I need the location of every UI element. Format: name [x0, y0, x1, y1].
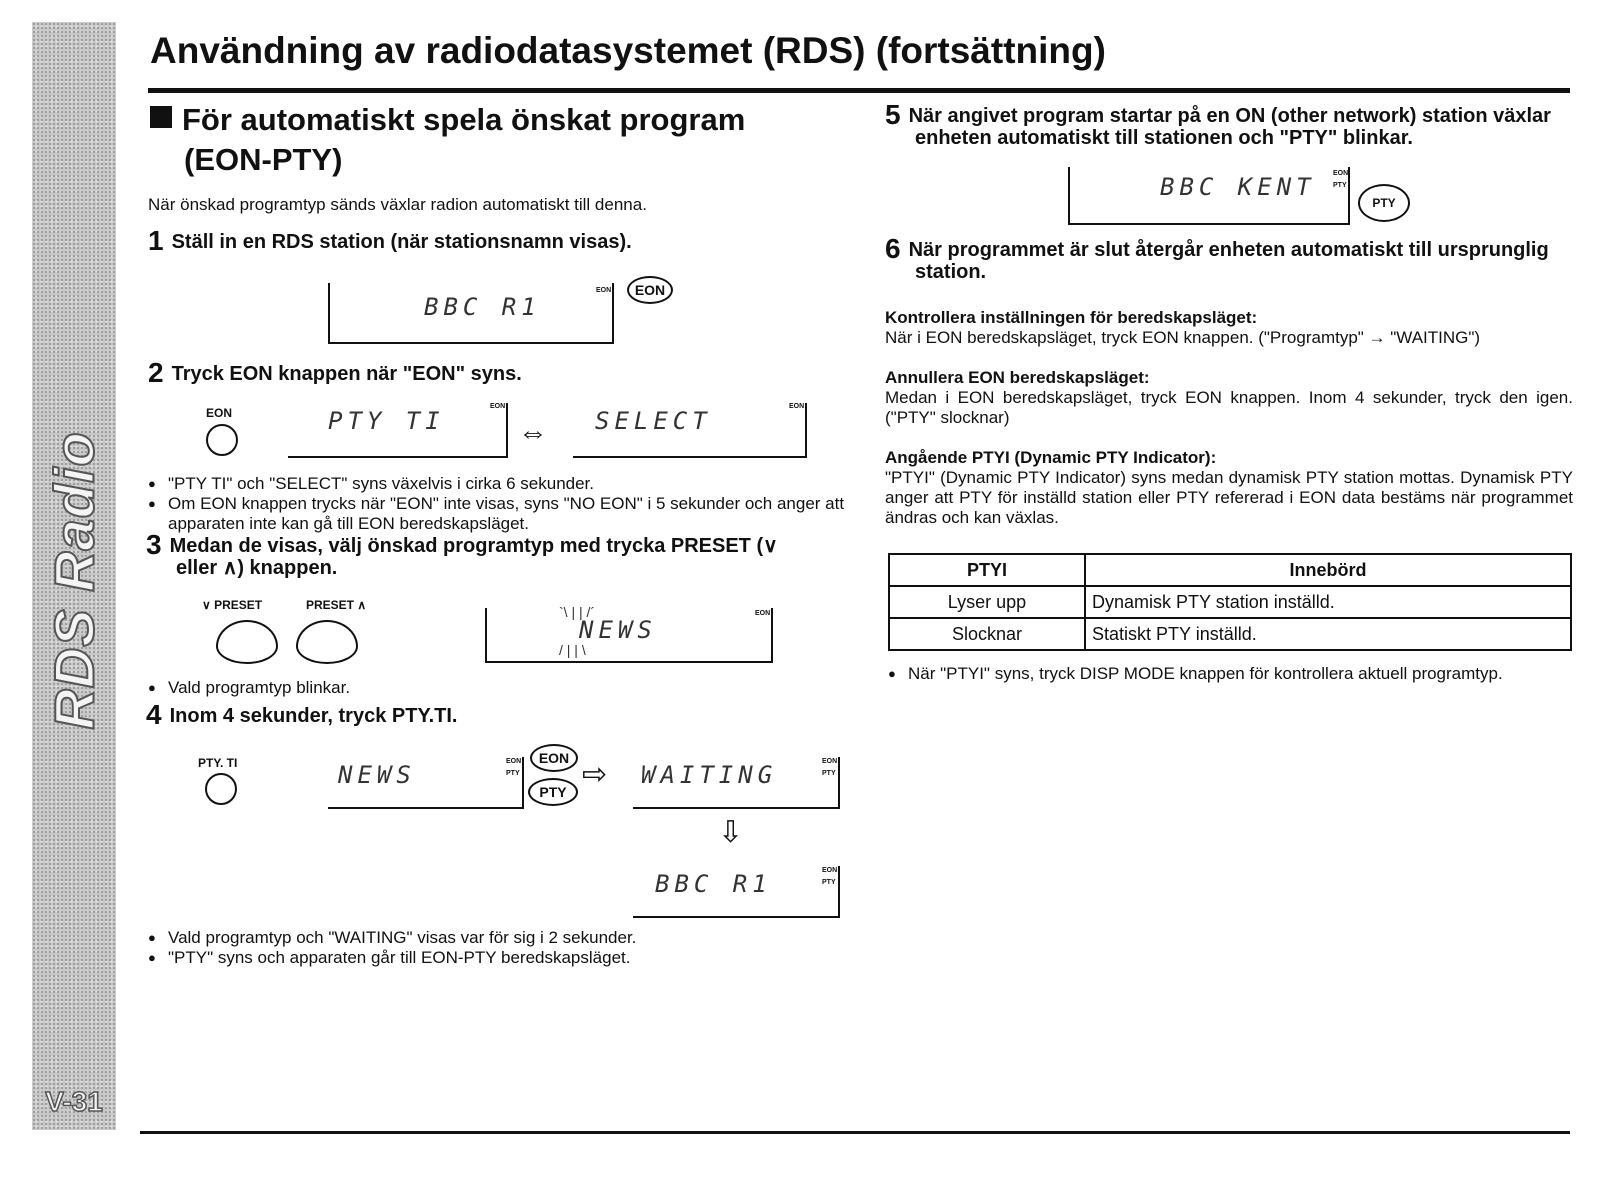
table-cell: Statiskt PTY inställd. — [1085, 618, 1571, 650]
display-bbc-r1: BBC R1 — [328, 283, 614, 344]
eon-indicator: EON — [789, 403, 805, 410]
list-item: ● När "PTYI" syns, tryck DISP MODE knappen för kontrollera aktuell programtyp. — [888, 664, 1578, 684]
pty-callout: PTY — [528, 778, 578, 806]
section-intro: När önskad programtyp sänds växlar radion automatiskt till denna. — [148, 195, 647, 214]
preset-up-button[interactable] — [296, 620, 358, 664]
pty-indicator: PTY — [822, 879, 836, 886]
list-item: ● "PTY TI" och "SELECT" syns växelvis i cirka 6 sekunder. — [148, 474, 848, 494]
step-2: 2 Tryck EON knappen när "EON" syns. — [148, 357, 522, 388]
section-heading: För automatiskt spela önskat program (EON-PTY) — [150, 100, 850, 180]
note-body-ptyi: "PTYI" (Dynamic PTY Indicator) syns medan dynamisk PTY station mottas. Dynamisk PTY anger att PTY för inställd station eller PTY refererad i EON data bestäms när programmet ändras och kan växlas. — [885, 468, 1573, 527]
note-body-cancel: Medan i EON beredskapsläget, tryck EON knappen. Inom 4 sekunder, tryck den igen. ("PTY" slocknar) — [885, 388, 1573, 427]
pty-blink-callout: PTY — [1358, 184, 1410, 222]
table-header-row — [889, 554, 1571, 586]
eon-callout: EON — [530, 744, 578, 772]
pty-ti-button-label: PTY. TI — [198, 756, 238, 770]
eon-indicator: EON — [822, 867, 838, 874]
page-title: Användning av radiodatasystemet (RDS) (fortsättning) — [150, 30, 1106, 71]
note-heading-check: Kontrollera inställningen för beredskapsläget: — [885, 308, 1258, 327]
step-3: 3 Medan de visas, välj önskad programtyp med trycka PRESET (∨ eller ∧) knappen. — [146, 529, 778, 579]
list-item: ● Vald programtyp blinkar. — [148, 678, 848, 698]
pty-indicator: PTY — [506, 770, 520, 777]
step-4: 4 Inom 4 sekunder, tryck PTY.TI. — [146, 699, 458, 730]
section-tab-label: RDS Radio — [42, 430, 106, 730]
table-row — [889, 586, 1571, 618]
eon-button[interactable] — [206, 424, 238, 456]
pty-ti-button[interactable] — [205, 773, 237, 805]
list-item: ● Om EON knappen trycks när "EON" inte visas, syns "NO EON" i 5 sekunder och anger att apparaten inte kan gå till EON beredskapsläget. — [148, 494, 848, 534]
table-row — [889, 618, 1571, 650]
alternate-arrows-icon: ⇔ — [518, 416, 548, 449]
list-item: ● Vald programtyp och "WAITING" visas var för sig i 2 sekunder. — [148, 928, 848, 948]
display-news-blinking: NEWS `\ | | /´ / | | \ — [485, 608, 773, 663]
note-body-check: När i EON beredskapsläget, tryck EON knappen. ("Programtyp" → "WAITING") — [885, 328, 1481, 347]
preset-down-label: ∨ PRESET — [202, 598, 263, 612]
eon-indicator: EON — [822, 758, 838, 765]
eon-indicator: EON — [596, 287, 612, 294]
pty-indicator: PTY — [1333, 182, 1347, 189]
table-header: Innebörd — [1085, 554, 1571, 586]
right-arrow-icon: ⇨ — [582, 758, 608, 791]
blink-marks-icon: / | | \ — [559, 642, 586, 658]
note-heading-cancel: Annullera EON beredskapsläget: — [885, 368, 1150, 387]
title-divider — [148, 88, 1570, 93]
display-bbc-r1-return: BBC R1 — [633, 866, 840, 918]
display-pty-ti: PTY TI — [288, 403, 508, 458]
list-item: ● "PTY" syns och apparaten går till EON-PTY beredskapsläget. — [148, 948, 848, 968]
step-1: 1 Ställ in en RDS station (när stationsnamn visas). — [148, 225, 632, 256]
blink-marks-icon: `\ | | /´ — [559, 604, 596, 620]
eon-indicator: EON — [506, 758, 522, 765]
eon-indicator: EON — [490, 403, 506, 410]
page-number: V-31 — [45, 1086, 103, 1117]
display-waiting: WAITING — [633, 757, 840, 809]
table-cell: Lyser upp — [889, 586, 1085, 618]
table-header: PTYI — [889, 554, 1085, 586]
pty-indicator: PTY — [822, 770, 836, 777]
preset-down-button[interactable] — [216, 620, 278, 664]
ptyi-table — [888, 553, 1572, 651]
table-cell: Slocknar — [889, 618, 1085, 650]
eon-indicator: EON — [1333, 170, 1349, 177]
display-bbc-kent: BBC KENT — [1068, 167, 1350, 225]
down-arrow-icon: ⇩ — [718, 816, 744, 849]
step-6: 6 När programmet är slut återgår enheten automatiskt till ursprunglig station. — [885, 233, 1549, 283]
note-heading-ptyi: Angående PTYI (Dynamic PTY Indicator): — [885, 448, 1217, 467]
table-cell: Dynamisk PTY station inställd. — [1085, 586, 1571, 618]
eon-callout: EON — [627, 276, 673, 304]
display-news: NEWS — [328, 757, 524, 809]
preset-up-label: PRESET ∧ — [306, 598, 367, 612]
eon-indicator: EON — [755, 610, 771, 617]
square-bullet-icon — [150, 106, 172, 128]
display-select: SELECT — [573, 403, 807, 458]
step-5: 5 När angivet program startar på en ON (other network) station växlar enheten automatiskt till stationen och "PTY" blinkar. — [885, 99, 1551, 149]
bottom-divider — [140, 1131, 1570, 1134]
eon-button-label: EON — [206, 406, 233, 420]
